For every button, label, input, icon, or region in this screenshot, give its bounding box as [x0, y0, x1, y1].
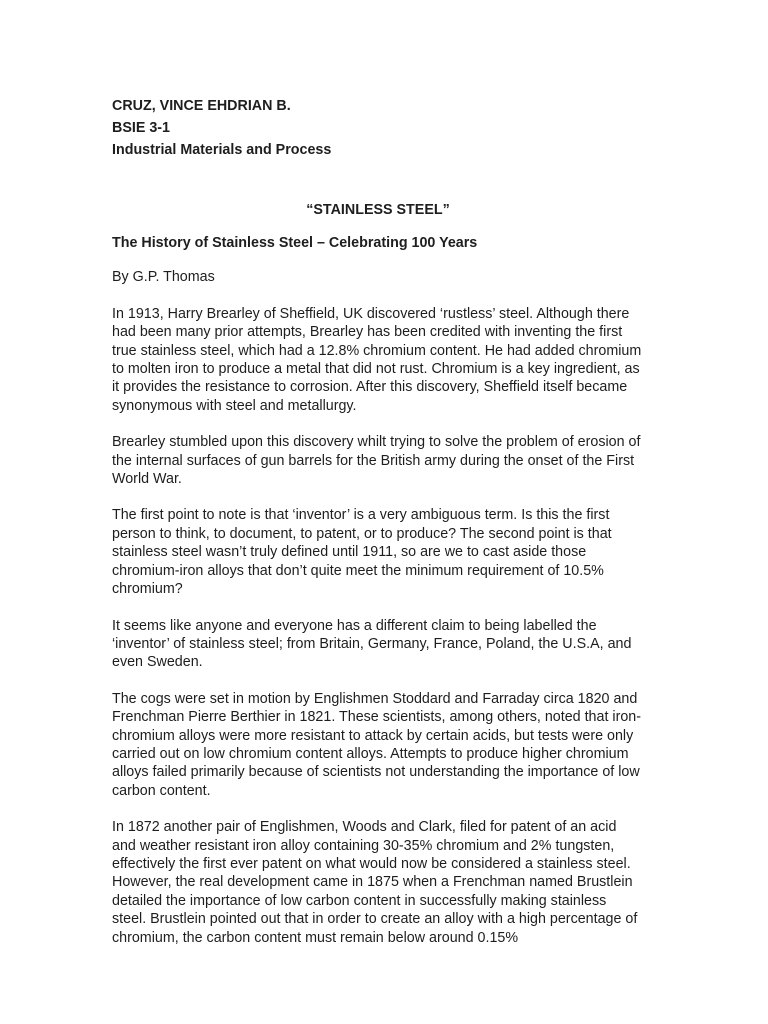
course-title: Industrial Materials and Process — [112, 142, 332, 158]
paragraph: In 1913, Harry Brearley of Sheffield, UK discovered ‘rustless’ steel. Although there had been many prior attempts, Brearley has been credited with inventing the first true stainless steel, which had a 12.8% chromium content. He had added chromium to molten iron to produce a metal that did not rust. Chromium is a key ingredient, as it provides the resistance to corrosion. After this discovery, Sheffield itself became synonymous with steel and metallurgy. — [112, 305, 642, 414]
document-title: “STAINLESS STEEL” — [306, 202, 450, 218]
paragraph: Brearley stumbled upon this discovery whilt trying to solve the problem of erosion of the internal surfaces of gun barrels for the British army during the onset of the First World War. — [112, 434, 641, 488]
paragraph: In 1872 another pair of Englishmen, Woods and Clark, filed for patent of an acid and weather resistant iron alloy containing 30-35% chromium and 2% tungsten, effectively the first ever patent on what would now be considered a stainless steel. However, the real development came in 1875 when a Frenchman named Brustlein detailed the importance of low carbon content in successfully making stainless steel. Brustlein pointed out that in order to create an alloy with a high percentage of chromium, the carbon content must remain below around 0.15% — [112, 819, 638, 946]
student-name: CRUZ, VINCE EHDRIAN B. — [112, 98, 291, 114]
article-subtitle: The History of Stainless Steel – Celebrating 100 Years — [112, 235, 478, 251]
article-byline: By G.P. Thomas — [112, 269, 215, 286]
paragraph: The cogs were set in motion by Englishmen Stoddard and Farraday circa 1820 and Frenchman Pierre Berthier in 1821. These scientists, among others, noted that iron-chromium alloys were more resistant to attack by certain acids, but tests were only carried out on low chromium content alloys. Attempts to produce higher chromium alloys failed primarily because of scientists not understanding the importance of low carbon content. — [112, 690, 641, 799]
student-section: BSIE 3-1 — [112, 120, 171, 136]
paragraph: It seems like anyone and everyone has a different claim to being labelled the ‘inventor’ of stainless steel; from Britain, Germany, France, Poland, the U.S.A, and even Sweden. — [112, 617, 632, 671]
paragraph: The first point to note is that ‘inventor’ is a very ambiguous term. Is this the first person to think, to document, to patent, or to produce? The second point is that stainless steel wasn’t truly defined until 1911, so are we to cast aside those chromium-iron alloys that don’t quite meet the minimum requirement of 10.5% chromium? — [112, 507, 612, 598]
document-page — [112, 95, 644, 947]
